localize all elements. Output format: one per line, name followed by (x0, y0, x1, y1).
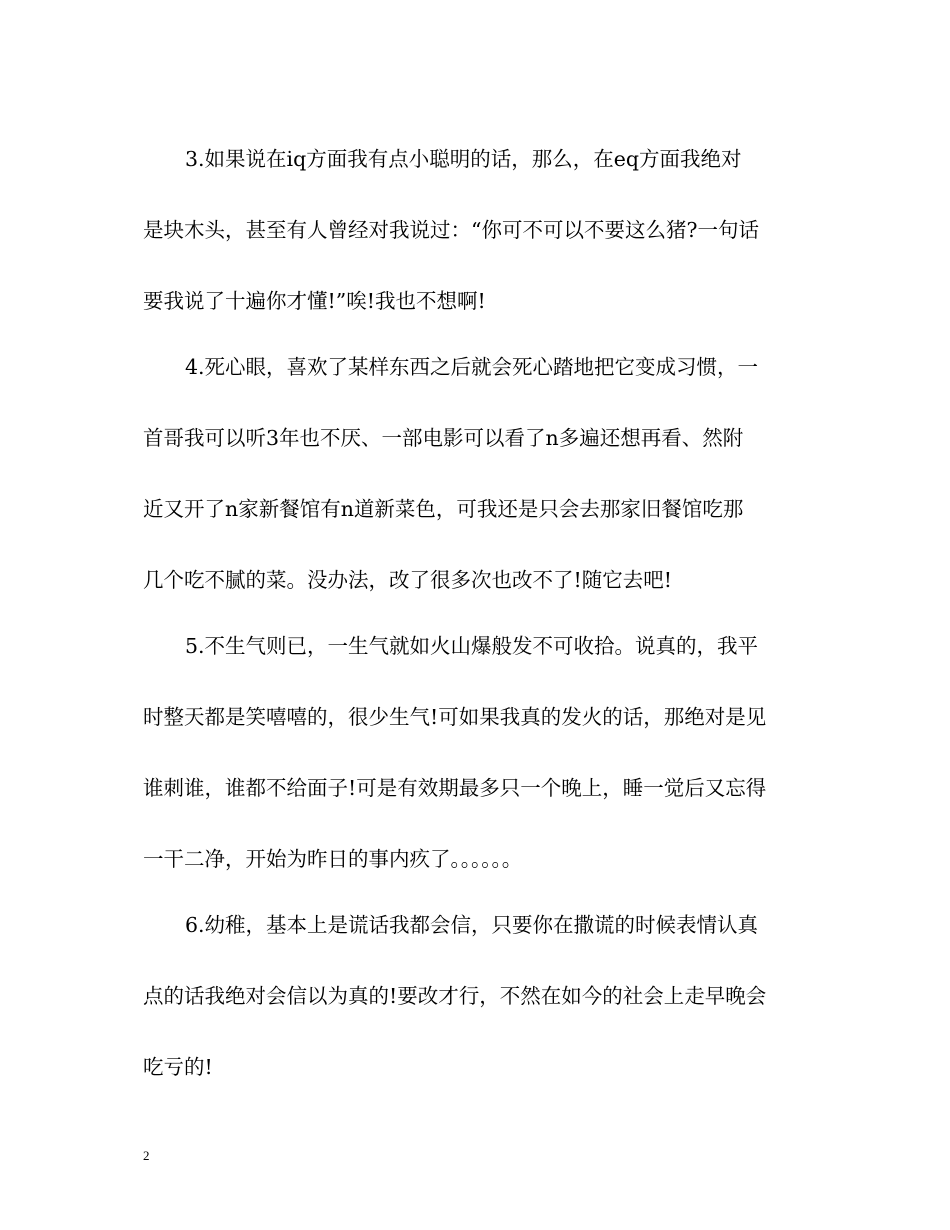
paragraph-5-line-2: 时整天都是笑嘻嘻的，很少生气!可如果我真的发火的话，那绝对是见 (143, 705, 767, 729)
paragraph-4-line-4: 几个吃不腻的菜。没办法，改了很多次也改不了!随它去吧! (143, 568, 672, 592)
paragraph-3-line-2: 是块木头，甚至有人曾经对我说过：“你可不可以不要这么猪?一句话 (143, 218, 759, 242)
page-number: 2 (143, 1148, 150, 1163)
paragraph-5-line-3: 谁刺谁，谁都不给面子!可是有效期最多只一个晚上，睡一觉后又忘得 (143, 776, 767, 800)
paragraph-6-line-3: 吃亏的! (143, 1055, 213, 1079)
paragraph-3-line-3: 要我说了十遍你才懂!”唉!我也不想啊! (143, 289, 486, 313)
paragraph-4-line-3: 近又开了n家新餐馆有n道新菜色，可我还是只会去那家旧餐馆吃那 (143, 497, 744, 521)
paragraph-5-line-4: 一干二净，开始为昨日的事内疚了。。。。。。 (143, 847, 523, 871)
paragraph-5-line-1: 5.不生气则已，一生气就如火山爆般发不可收拾。说真的，我平 (185, 634, 759, 658)
paragraph-6-line-1: 6.幼稚，基本上是谎话我都会信，只要你在撒谎的时候表情认真 (185, 913, 759, 937)
paragraph-4-line-1: 4.死心眼，喜欢了某样东西之后就会死心踏地把它变成习惯，一 (185, 355, 759, 379)
paragraph-6-line-2: 点的话我绝对会信以为真的!要改才行，不然在如今的社会上走早晚会 (143, 984, 767, 1008)
paragraph-3-line-1: 3.如果说在iq方面我有点小聪明的话，那么，在eq方面我绝对 (185, 147, 742, 171)
paragraph-4-line-2: 首哥我可以听3年也不厌、一部电影可以看了n多遍还想再看、然附 (143, 426, 744, 450)
